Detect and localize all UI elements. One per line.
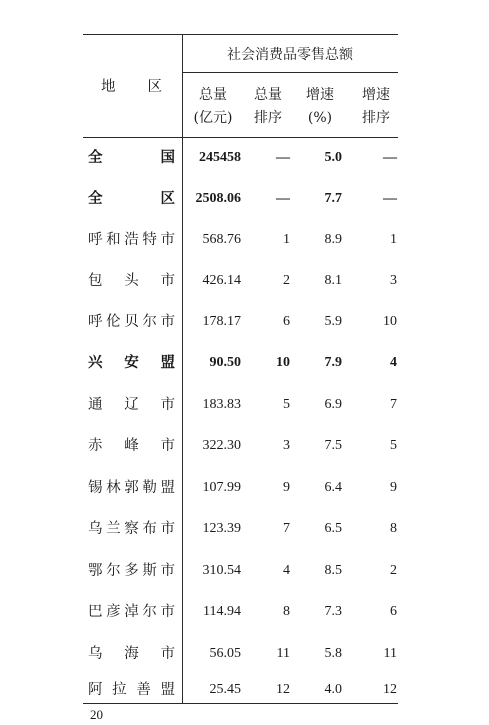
table-row xyxy=(0,271,489,291)
growth-rank-value: 7 xyxy=(390,397,397,412)
total-rank-value: — xyxy=(276,191,290,206)
name-character: 贝 xyxy=(124,314,139,330)
region-name xyxy=(88,353,175,373)
column-header-growth-rank xyxy=(348,86,404,132)
name-character: 全 xyxy=(88,190,103,207)
name-character: 兴 xyxy=(88,354,103,371)
total-value: 123.39 xyxy=(202,521,241,536)
name-character: 区 xyxy=(160,190,175,207)
table-bottom-rule xyxy=(83,703,398,704)
name-character: 阿 xyxy=(88,682,103,698)
growth-rank-value: 9 xyxy=(390,480,397,495)
growth-rank-value: 10 xyxy=(383,314,397,329)
name-character: 市 xyxy=(160,563,175,579)
table-row xyxy=(0,644,489,664)
name-character: 通 xyxy=(88,397,103,413)
total-value: 107.99 xyxy=(202,480,241,495)
table-top-rule xyxy=(83,34,398,35)
name-character: 彦 xyxy=(106,604,121,620)
header-bottom-rule xyxy=(83,137,398,138)
total-rank-value: — xyxy=(276,150,290,165)
group-header-rule xyxy=(182,72,398,73)
table-row xyxy=(0,602,489,622)
name-character: 善 xyxy=(136,682,151,698)
growth-value: 7.7 xyxy=(324,191,342,206)
growth-rank-value: 12 xyxy=(383,682,397,697)
region-name xyxy=(88,395,175,415)
name-character: 鄂 xyxy=(88,563,103,579)
name-character: 尔 xyxy=(142,314,157,330)
name-character: 包 xyxy=(88,273,103,289)
region-name xyxy=(88,230,175,250)
total-rank-value: 10 xyxy=(276,355,290,370)
name-character: 安 xyxy=(124,354,139,371)
name-character: 市 xyxy=(160,273,175,289)
name-character: 国 xyxy=(160,149,175,166)
name-character: 全 xyxy=(88,149,103,166)
name-character: 盟 xyxy=(160,354,175,371)
growth-value: 6.9 xyxy=(324,397,342,412)
name-character: 勒 xyxy=(142,480,157,496)
total-value: 183.83 xyxy=(202,397,241,412)
table-row xyxy=(0,478,489,498)
total-value: 56.05 xyxy=(209,646,241,661)
name-character: 市 xyxy=(160,646,175,662)
name-character: 盟 xyxy=(160,682,175,698)
name-character: 盟 xyxy=(160,480,175,496)
growth-rank-value: 4 xyxy=(390,355,397,370)
total-value: 322.30 xyxy=(202,438,241,453)
table-row xyxy=(0,436,489,456)
name-character: 呼 xyxy=(88,314,103,330)
name-character: 市 xyxy=(160,438,175,454)
column-header-line: (亿元) xyxy=(193,110,233,126)
table-row xyxy=(0,395,489,415)
name-character: 头 xyxy=(124,273,139,289)
name-character: 淖 xyxy=(124,604,139,620)
growth-rank-value: — xyxy=(383,150,397,165)
growth-value: 7.9 xyxy=(324,355,342,370)
name-character: 尔 xyxy=(106,563,121,579)
region-name xyxy=(88,148,175,168)
growth-rank-value: 1 xyxy=(390,232,397,247)
growth-rank-value: 8 xyxy=(390,521,397,536)
region-name xyxy=(88,644,175,664)
table-row xyxy=(0,353,489,373)
total-rank-value: 7 xyxy=(283,521,290,536)
region-name xyxy=(88,519,175,539)
total-rank-value: 11 xyxy=(276,646,290,661)
name-character: 郭 xyxy=(124,480,139,496)
growth-value: 5.9 xyxy=(324,314,342,329)
name-character: 峰 xyxy=(124,438,139,454)
growth-value: 5.8 xyxy=(324,646,342,661)
name-character: 市 xyxy=(160,232,175,248)
growth-value: 6.5 xyxy=(324,521,342,536)
growth-value: 5.0 xyxy=(324,150,342,165)
total-value: 25.45 xyxy=(209,682,241,697)
total-value: 178.17 xyxy=(202,314,241,329)
name-character: 浩 xyxy=(124,232,139,248)
name-character: 海 xyxy=(124,646,139,662)
column-header-line: (%) xyxy=(307,110,333,126)
region-name xyxy=(88,561,175,581)
total-rank-value: 9 xyxy=(283,480,290,495)
name-character: 巴 xyxy=(88,604,103,620)
growth-value: 7.5 xyxy=(324,438,342,453)
total-value: 568.76 xyxy=(202,232,241,247)
name-character: 市 xyxy=(160,521,175,537)
column-header-line: 排序 xyxy=(362,110,390,126)
name-character: 特 xyxy=(142,232,157,248)
total-rank-value: 12 xyxy=(276,682,290,697)
region-name xyxy=(88,271,175,291)
column-header-line: 增速 xyxy=(362,87,390,103)
name-character: 辽 xyxy=(124,397,139,413)
region-name xyxy=(88,189,175,209)
growth-rank-value: 6 xyxy=(390,604,397,619)
growth-value: 4.0 xyxy=(324,682,342,697)
name-character: 伦 xyxy=(106,314,121,330)
name-character: 市 xyxy=(160,397,175,413)
page-number: 20 xyxy=(90,707,103,722)
name-character: 多 xyxy=(124,563,139,579)
column-header-line: 总量 xyxy=(254,87,282,103)
growth-value: 8.5 xyxy=(324,563,342,578)
growth-rank-value: 5 xyxy=(390,438,397,453)
column-header-total-rank xyxy=(240,86,296,132)
name-character: 市 xyxy=(160,314,175,330)
name-character: 兰 xyxy=(106,521,121,537)
growth-rank-value: 3 xyxy=(390,273,397,288)
table-row xyxy=(0,148,489,168)
table-row xyxy=(0,189,489,209)
name-character: 锡 xyxy=(88,480,103,496)
total-value: 114.94 xyxy=(203,604,241,619)
growth-rank-value: 11 xyxy=(383,646,397,661)
total-value: 310.54 xyxy=(202,563,241,578)
total-rank-value: 4 xyxy=(283,563,290,578)
growth-value: 8.9 xyxy=(324,232,342,247)
name-character: 拉 xyxy=(112,682,127,698)
column-header-growth xyxy=(292,86,348,132)
region-name xyxy=(88,680,175,700)
growth-value: 6.4 xyxy=(324,480,342,495)
table-row xyxy=(0,230,489,250)
region-name xyxy=(88,478,175,498)
growth-value: 7.3 xyxy=(324,604,342,619)
growth-rank-value: 2 xyxy=(390,563,397,578)
total-rank-value: 6 xyxy=(283,314,290,329)
name-character: 乌 xyxy=(88,521,103,537)
growth-value: 8.1 xyxy=(324,273,342,288)
name-character: 布 xyxy=(142,521,157,537)
name-character: 呼 xyxy=(88,232,103,248)
column-header-line: 增速 xyxy=(306,87,334,103)
name-character: 和 xyxy=(106,232,121,248)
name-character: 尔 xyxy=(142,604,157,620)
name-character: 斯 xyxy=(142,563,157,579)
name-character: 察 xyxy=(124,521,139,537)
name-character: 林 xyxy=(106,480,121,496)
name-character: 赤 xyxy=(88,438,103,454)
group-column-header: 社会消费品零售总额 xyxy=(227,47,353,63)
table-row xyxy=(0,312,489,332)
total-rank-value: 2 xyxy=(283,273,290,288)
total-value: 426.14 xyxy=(202,273,241,288)
total-value: 245458 xyxy=(199,150,241,165)
growth-rank-value: — xyxy=(383,191,397,206)
column-header-total xyxy=(185,86,241,132)
column-header-line: 排序 xyxy=(254,110,282,126)
total-rank-value: 3 xyxy=(283,438,290,453)
total-value: 2508.06 xyxy=(195,191,241,206)
name-character: 市 xyxy=(160,604,175,620)
table-row xyxy=(0,680,489,700)
name-character: 区 xyxy=(147,79,162,95)
column-header-line: 总量 xyxy=(199,87,227,103)
table-row xyxy=(0,519,489,539)
table-row xyxy=(0,561,489,581)
region-column-header xyxy=(101,78,162,96)
total-value: 90.50 xyxy=(209,355,241,370)
region-name xyxy=(88,312,175,332)
total-rank-value: 5 xyxy=(283,397,290,412)
name-character: 乌 xyxy=(88,646,103,662)
region-name xyxy=(88,602,175,622)
total-rank-value: 8 xyxy=(283,604,290,619)
name-character: 地 xyxy=(101,79,116,95)
region-name xyxy=(88,436,175,456)
total-rank-value: 1 xyxy=(283,232,290,247)
